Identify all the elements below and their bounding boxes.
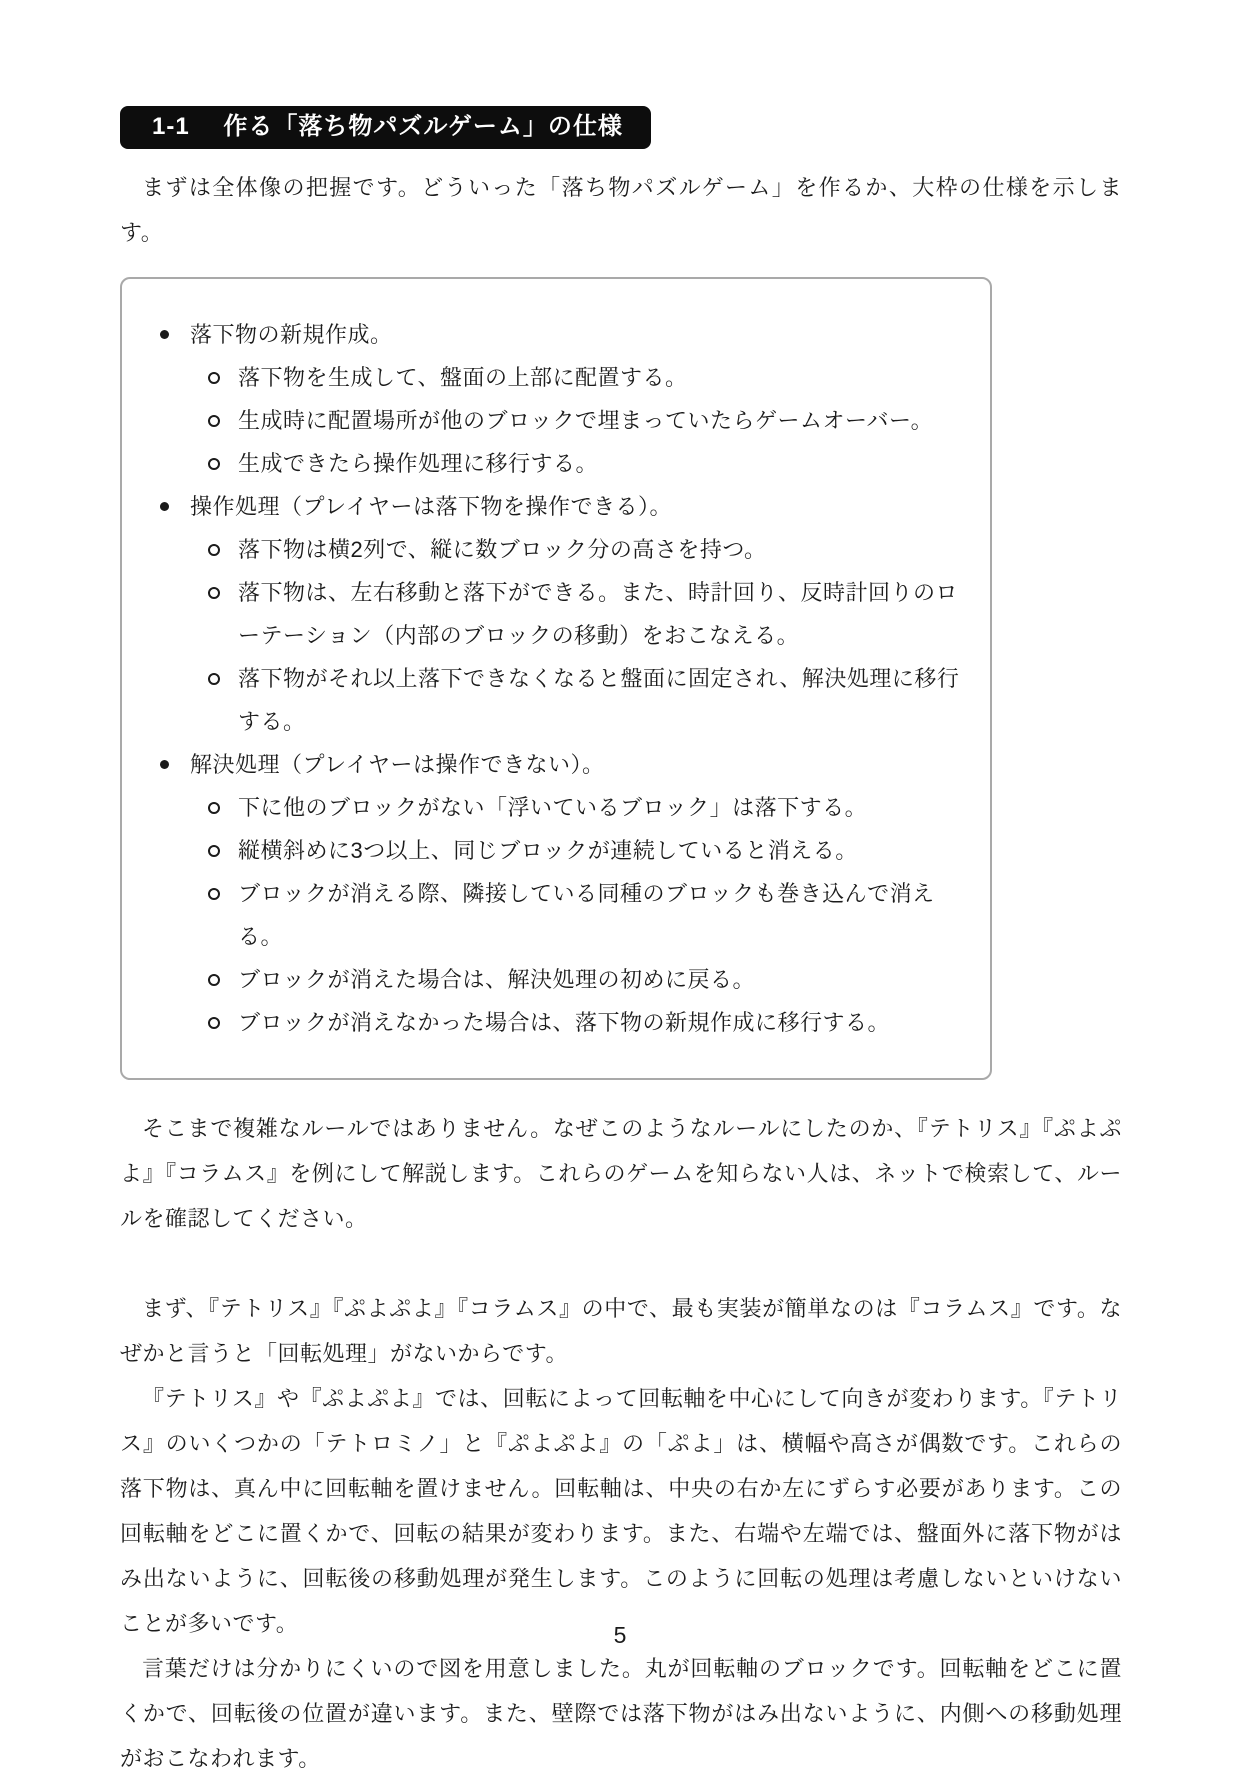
circle-bullet-icon [208, 458, 220, 470]
spec-subitem-label: 下に他のブロックがない「浮いているブロック」は落下する。 [238, 795, 868, 820]
circle-bullet-icon [208, 845, 220, 857]
spec-item [142, 313, 962, 356]
page-number: 5 [613, 1622, 627, 1648]
section-heading-bar [120, 106, 651, 149]
spec-subitem [142, 1001, 962, 1044]
spec-subitem-label: 生成できたら操作処理に移行する。 [238, 451, 599, 476]
spec-list [142, 313, 962, 1044]
body-paragraph: 言葉だけは分かりにくいので図を用意しました。丸が回転軸のブロックです。回転軸をどこに置くかで、回転後の位置が違います。また、壁際では落下物がはみ出ないように、内側への移動処理がおこなわれます。 [120, 1656, 1122, 1771]
body-paragraph: まず、『テトリス』『ぷよぷよ』『コラムス』の中で、最も実装が簡単なのは『コラムス』です。なぜかと言うと「回転処理」がないからです。 [120, 1296, 1122, 1366]
spec-item-label: 操作処理（プレイヤーは落下物を操作できる）。 [190, 494, 673, 519]
circle-bullet-icon [208, 974, 220, 986]
spec-subitem-label: 落下物は横2列で、縦に数ブロック分の高さを持つ。 [238, 537, 767, 562]
spec-subitem [142, 872, 962, 958]
spec-subitem [142, 829, 962, 872]
spec-subitem [142, 657, 962, 743]
circle-bullet-icon [208, 587, 220, 599]
circle-bullet-icon [208, 802, 220, 814]
bullet-icon [160, 330, 169, 339]
spec-subitem [142, 786, 962, 829]
spec-subitem [142, 356, 962, 399]
circle-bullet-icon [208, 1017, 220, 1029]
spec-subitem [142, 399, 962, 442]
circle-bullet-icon [208, 888, 220, 900]
circle-bullet-icon [208, 415, 220, 427]
circle-bullet-icon [208, 372, 220, 384]
spec-subitem [142, 528, 962, 571]
spec-subitem-label: 生成時に配置場所が他のブロックで埋まっていたらゲームオーバー。 [238, 408, 934, 433]
bullet-icon [160, 760, 169, 769]
spec-subitem-label: 落下物を生成して、盤面の上部に配置する。 [238, 365, 688, 390]
spec-box [120, 277, 992, 1080]
spec-item [142, 485, 962, 528]
spec-subitem-label: ブロックが消える際、隣接している同種のブロックも巻き込んで消える。 [238, 881, 935, 949]
circle-bullet-icon [208, 673, 220, 685]
spec-item-label: 落下物の新規作成。 [190, 322, 393, 347]
spec-subitem-label: 落下物がそれ以上落下できなくなると盤面に固定され、解決処理に移行する。 [238, 666, 960, 734]
circle-bullet-icon [208, 544, 220, 556]
body-paragraph: 『テトリス』や『ぷよぷよ』では、回転によって回転軸を中心にして向きが変わります。『テトリス』のいくつかの「テトロミノ」と『ぷよぷよ』の「ぷよ」は、横幅や高さが偶数です。これらの落下物は、真ん中に回転軸を置けません。回転軸は、中央の右か左にずらす必要があります。この回転軸をどこに置くかで、回転の結果が変わります。また、右端や左端では、盤面外に落下物がはみ出ないように、回転後の移動処理が発生します。このように回転の処理は考慮しないといけないことが多いです。 [120, 1386, 1122, 1636]
spec-subitem [142, 958, 962, 1001]
spec-subitem [142, 442, 962, 485]
intro-paragraph: まずは全体像の把握です。どういった「落ち物パズルゲーム」を作るか、大枠の仕様を示します。 [120, 175, 1122, 245]
spec-subitem-label: ブロックが消えた場合は、解決処理の初めに戻る。 [238, 967, 756, 992]
spec-item [142, 743, 962, 786]
spec-subitem-label: ブロックが消えなかった場合は、落下物の新規作成に移行する。 [238, 1010, 891, 1035]
body-paragraph: そこまで複雑なルールではありません。なぜこのようなルールにしたのか、『テトリス』『ぷよぷよ』『コラムス』を例にして解説します。これらのゲームを知らない人は、ネットで検索して、ルールを確認してください。 [120, 1116, 1122, 1231]
spec-subitem-label: 縦横斜めに3つ以上、同じブロックが連続していると消える。 [238, 838, 858, 863]
section-title: 作る「落ち物パズルゲーム」の仕様 [223, 113, 623, 140]
spec-subitem [142, 571, 962, 657]
section-number: 1-1 [152, 113, 190, 140]
spec-item-label: 解決処理（プレイヤーは操作できない）。 [190, 752, 605, 777]
bullet-icon [160, 502, 169, 511]
spec-subitem-label: 落下物は、左右移動と落下ができる。また、時計回り、反時計回りのローテーション（内部のブロックの移動）をおこなえる。 [238, 580, 959, 648]
